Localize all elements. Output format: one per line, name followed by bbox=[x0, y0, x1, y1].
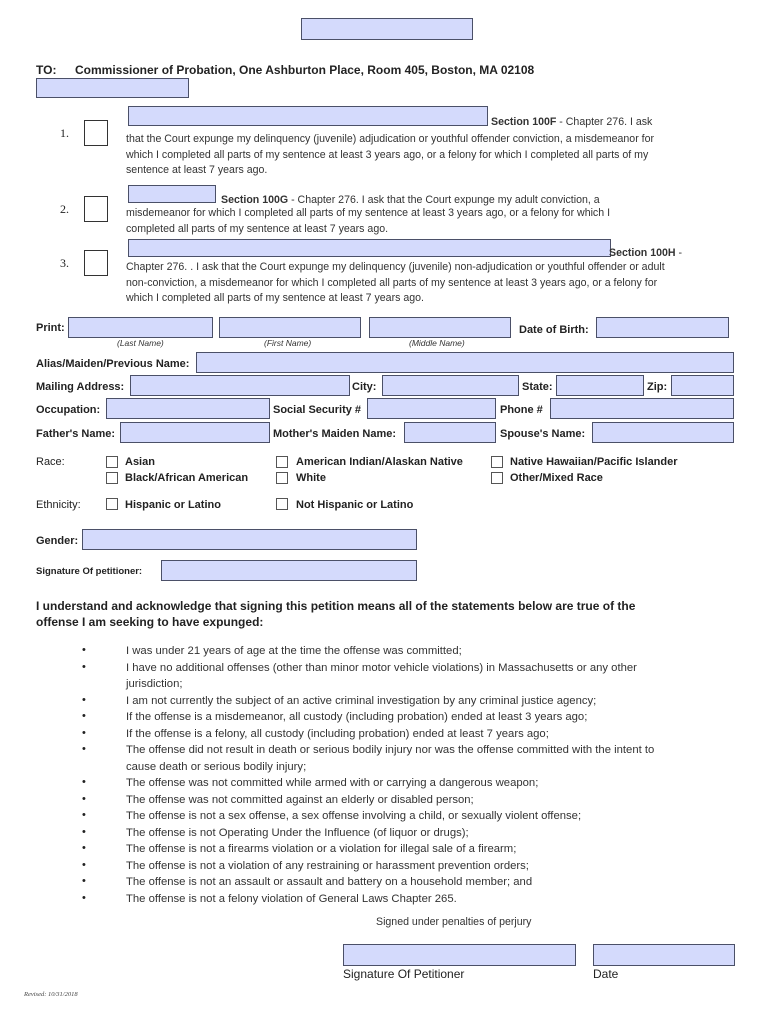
option-2-chapter: - Chapter 276. I ask that the Court expunge my adult conviction, a bbox=[288, 194, 600, 206]
race-white-label: White bbox=[296, 472, 326, 484]
acknowledge-heading-line: offense I am seeking to have expunged: bbox=[36, 615, 264, 629]
acknowledge-item: I am not currently the subject of an active criminal investigation by any criminal justice agency; bbox=[126, 694, 597, 707]
acknowledge-item: If the offense is a felony, all custody (including probation) ended at least 7 years ago; bbox=[126, 727, 549, 740]
option-3-text bbox=[126, 260, 726, 307]
option-1-text bbox=[126, 132, 726, 179]
option-2-section-name: Section 100G bbox=[221, 194, 289, 206]
bullet-icon: • bbox=[82, 792, 86, 805]
acknowledge-item: The offense was not committed while armed with or carrying a dangerous weapon; bbox=[126, 777, 539, 789]
option-3-line: Chapter 276. . I ask that the Court expunge my delinquency (juvenile) non-adjudication or youthful offender or adult bbox=[126, 261, 665, 273]
date-field[interactable] bbox=[593, 944, 735, 966]
acknowledge-item: I was under 21 years of age at the time the offense was committed; bbox=[126, 645, 462, 657]
option-1-line: that the Court expunge my delinquency (juvenile) adjudication or youthful offender conviction, a misdemeanor for bbox=[126, 133, 655, 145]
ethnicity-hispanic-label: Hispanic or Latino bbox=[125, 499, 221, 511]
bullet-icon: • bbox=[82, 743, 86, 755]
bullet-icon: • bbox=[82, 875, 86, 887]
option-1-chapter: - Chapter 276. I ask bbox=[556, 116, 653, 128]
acknowledge-item: I have no additional offenses (other than minor motor vehicle violations) in Massachusetts or any other bbox=[126, 661, 637, 674]
ssn-label: Social Security # bbox=[273, 404, 362, 416]
state-field[interactable] bbox=[556, 375, 644, 396]
option-2-number: 2. bbox=[60, 202, 69, 216]
last-name-caption: (Last Name) bbox=[117, 338, 164, 348]
middle-name-caption: (Middle Name) bbox=[409, 338, 465, 348]
ethnicity-not-hispanic-checkbox[interactable] bbox=[276, 498, 288, 510]
race-asian-label: Asian bbox=[125, 456, 155, 468]
race-american-indian-label: American Indian/Alaskan Native bbox=[296, 456, 463, 468]
option-3-line: non-conviction, a misdemeanor for which I completed all parts of my sentence at least 3 years ago, or a felony for bbox=[126, 276, 658, 289]
court-name-field[interactable] bbox=[36, 78, 189, 98]
form-title-field[interactable] bbox=[301, 18, 473, 40]
signature-petitioner-label: Signature Of petitioner: bbox=[36, 566, 143, 577]
print-label: Print: bbox=[36, 322, 65, 334]
dob-field[interactable] bbox=[596, 317, 729, 338]
option-3-section bbox=[609, 247, 682, 259]
mailing-label: Mailing Address: bbox=[36, 381, 125, 393]
signature-label: Signature Of Petitioner bbox=[343, 967, 465, 981]
acknowledge-item: The offense was not committed against an elderly or disabled person; bbox=[126, 793, 474, 806]
option-3-line: which I completed all parts of my sentence at least 7 years ago. bbox=[126, 292, 424, 304]
option-3-field[interactable] bbox=[128, 239, 611, 257]
ethnicity-not-hispanic-label: Not Hispanic or Latino bbox=[296, 499, 414, 511]
father-field[interactable] bbox=[120, 422, 270, 443]
race-label: Race: bbox=[36, 456, 65, 468]
to-label: TO: bbox=[36, 63, 57, 77]
option-3-number: 3. bbox=[60, 256, 69, 270]
to-address: Commissioner of Probation, One Ashburton Place, Room 405, Boston, MA 02108 bbox=[75, 63, 535, 77]
gender-label: Gender: bbox=[36, 535, 79, 547]
mother-field[interactable] bbox=[404, 422, 496, 443]
race-hawaiian-label: Native Hawaiian/Pacific Islander bbox=[510, 456, 678, 468]
signature-field[interactable] bbox=[343, 944, 576, 966]
alias-label: Alias/Maiden/Previous Name: bbox=[36, 358, 190, 370]
first-name-caption: (First Name) bbox=[264, 338, 312, 348]
alias-field[interactable] bbox=[196, 352, 734, 373]
signed-text: Signed under penalties of perjury bbox=[376, 916, 532, 928]
acknowledge-item: The offense is not an assault or assault and battery on a household member; and bbox=[126, 876, 533, 888]
acknowledge-item: jurisdiction; bbox=[126, 678, 183, 690]
acknowledge-heading-line: I understand and acknowledge that signing this petition means all of the statements below are true of the bbox=[36, 599, 636, 613]
option-1-field[interactable] bbox=[128, 106, 488, 126]
race-hawaiian-checkbox[interactable] bbox=[491, 456, 503, 468]
option-1-section bbox=[491, 116, 652, 128]
acknowledge-item: The offense did not result in death or serious bodily injury nor was the offense committed with the intent to bbox=[126, 744, 655, 756]
bullet-icon: • bbox=[82, 891, 86, 904]
mother-label: Mother's Maiden Name: bbox=[273, 428, 397, 440]
revised-date: Revised: 10/31/2018 bbox=[24, 991, 78, 998]
zip-label: Zip: bbox=[647, 381, 668, 393]
first-name-field[interactable] bbox=[219, 317, 361, 338]
bullet-icon: • bbox=[82, 693, 86, 706]
acknowledge-item: The offense is not a firearms violation or a violation for illegal sale of a firearm; bbox=[126, 843, 517, 855]
ethnicity-label: Ethnicity: bbox=[36, 499, 81, 511]
acknowledge-item: The offense is not Operating Under the Influence (of liquor or drugs); bbox=[126, 826, 469, 839]
spouse-label: Spouse's Name: bbox=[500, 428, 586, 440]
occupation-field[interactable] bbox=[106, 398, 270, 419]
race-black-checkbox[interactable] bbox=[106, 472, 118, 484]
option-2-line: completed all parts of my sentence at least 7 years ago. bbox=[126, 222, 389, 235]
gender-field[interactable] bbox=[82, 529, 417, 550]
city-field[interactable] bbox=[382, 375, 519, 396]
option-2-section bbox=[221, 194, 600, 206]
option-2-text bbox=[126, 206, 726, 237]
race-american-indian-checkbox[interactable] bbox=[276, 456, 288, 468]
occupation-label: Occupation: bbox=[36, 404, 101, 416]
bullet-icon: • bbox=[82, 858, 86, 871]
ethnicity-hispanic-checkbox[interactable] bbox=[106, 498, 118, 510]
dob-label: Date of Birth: bbox=[519, 324, 589, 336]
ssn-field[interactable] bbox=[367, 398, 496, 419]
bullet-icon: • bbox=[82, 809, 86, 821]
option-2-checkbox[interactable] bbox=[84, 196, 108, 222]
option-3-chapter: - bbox=[675, 247, 683, 259]
father-label: Father's Name: bbox=[36, 428, 116, 440]
option-1-line: which I completed all parts of my sentence at least 3 years ago, or a felony for which I completed all parts of my bbox=[126, 148, 649, 161]
option-3-section-name: Section 100H bbox=[609, 247, 676, 259]
option-1-number: 1. bbox=[60, 126, 69, 140]
option-2-field[interactable] bbox=[128, 185, 216, 203]
race-other-checkbox[interactable] bbox=[491, 472, 503, 484]
date-label: Date bbox=[593, 967, 619, 981]
race-asian-checkbox[interactable] bbox=[106, 456, 118, 468]
option-2-line: misdemeanor for which I completed all parts of my sentence at least 3 years ago, or a felony for which I bbox=[126, 207, 611, 219]
bullet-icon: • bbox=[82, 825, 86, 838]
bullet-icon: • bbox=[82, 644, 86, 656]
bullet-icon: • bbox=[82, 710, 86, 722]
zip-field[interactable] bbox=[671, 375, 734, 396]
option-3-checkbox[interactable] bbox=[84, 250, 108, 276]
acknowledge-item: If the offense is a misdemeanor, all custody (including probation) ended at least 3 years ago; bbox=[126, 711, 588, 723]
middle-name-field[interactable] bbox=[369, 317, 511, 338]
race-other-label: Other/Mixed Race bbox=[510, 472, 603, 484]
city-label: City: bbox=[352, 381, 377, 393]
bullet-icon: • bbox=[82, 660, 86, 673]
bullet-icon: • bbox=[82, 776, 86, 788]
race-black-label: Black/African American bbox=[125, 472, 249, 484]
option-1-section-name: Section 100F bbox=[491, 116, 557, 128]
acknowledge-heading bbox=[36, 598, 635, 630]
acknowledge-item: The offense is not a felony violation of General Laws Chapter 265. bbox=[126, 892, 457, 905]
last-name-field[interactable] bbox=[68, 317, 213, 338]
phone-field[interactable] bbox=[550, 398, 734, 419]
bullet-icon: • bbox=[82, 842, 86, 854]
acknowledge-item: The offense is not a sex offense, a sex offense involving a child, or sexually violent offense; bbox=[126, 810, 582, 822]
acknowledge-item: cause death or serious bodily injury; bbox=[126, 760, 307, 773]
state-label: State: bbox=[522, 381, 553, 393]
spouse-field[interactable] bbox=[592, 422, 734, 443]
bullet-icon: • bbox=[82, 726, 86, 739]
signature-petitioner-field[interactable] bbox=[161, 560, 417, 581]
mailing-field[interactable] bbox=[130, 375, 350, 396]
option-1-line: sentence at least 7 years ago. bbox=[126, 164, 268, 176]
race-white-checkbox[interactable] bbox=[276, 472, 288, 484]
option-1-checkbox[interactable] bbox=[84, 120, 108, 146]
phone-label: Phone # bbox=[500, 404, 543, 416]
acknowledge-item: The offense is not a violation of any restraining or harassment prevention orders; bbox=[126, 859, 529, 872]
